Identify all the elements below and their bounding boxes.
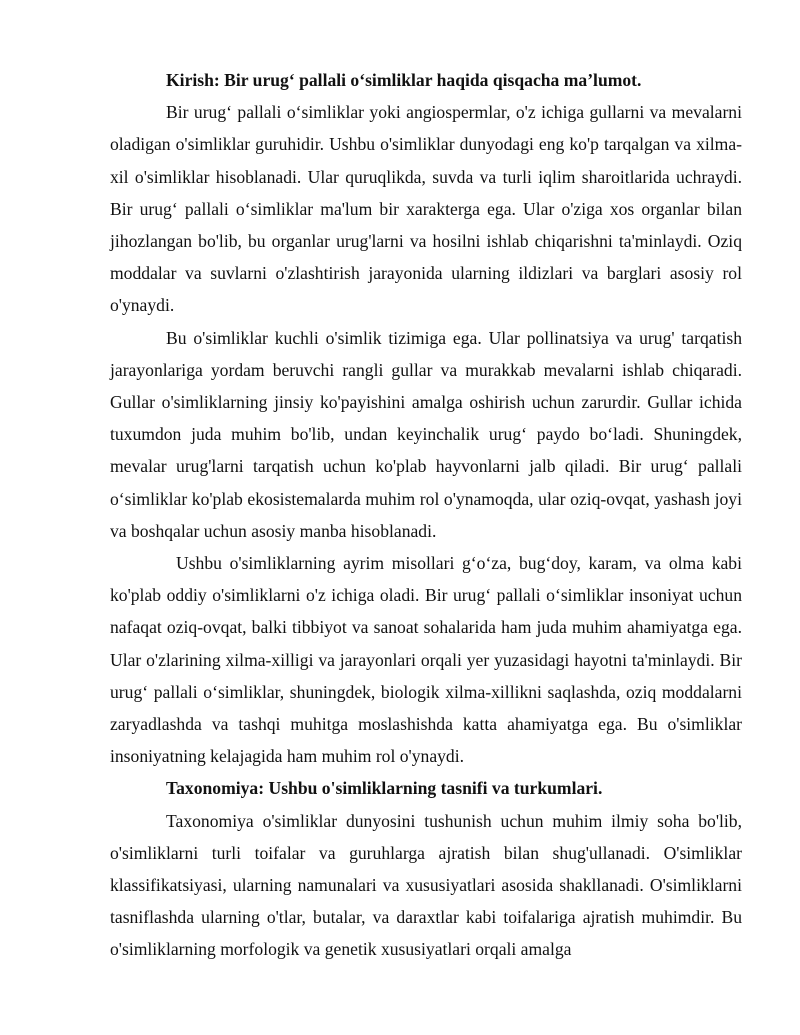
paragraph-2: Bu o'simliklar kuchli o'simlik tizimiga ega. Ular pollinatsiya va urug' tarqatish jarayonlariga yordam beruvchi rangli gullar va murakkab mevalarni ishlab chiqaradi. Gullar o'simliklarning jinsiy ko'payishini amalga oshirish uchun zarurdir. Gullar ichida tuxumdon juda muhim bo'lib, undan keyinchalik urug‘ paydo bo‘ladi. Shuningdek, mevalar urug'larni tarqatish uchun ko'plab hayvonlarni jalb qiladi. Bir urug‘ pallali o‘simliklar ko'plab ekosistemalarda muhim rol o'ynamoqda, ular oziq-ovqat, yashash joyi va boshqalar uchun asosiy manba hisoblanadi. <box>110 327 742 541</box>
section-heading-taxonomy: Taxonomiya: Ushbu o'simliklarning tasnifi va turkumlari. <box>166 778 603 799</box>
paragraph-3: Ushbu o'simliklarning ayrim misollari g‘o‘za, bug‘doy, karam, va olma kabi ko'plab oddiy o'simliklarni o'z ichiga oladi. Bir urug‘ pallali o‘simliklar insoniyat uchun nafaqat oziq-ovqat, balki tibbiyot va sanoat sohalarida ham juda muhim ahamiyatga ega. Ular o'zlarining xilma-xilligi va jarayonlari orqali yer yuzasidagi hayotni ta'minlaydi. Bir urug‘ pallali o‘simliklar, shuningdek, biologik xilma-xillikni saqlashda, oziq moddalarni zaryadlashda va tashqi muhitga moslashishda katta ahamiyatga ega. Bu o'simliklar insoniyatning kelajagida ham muhim rol o'ynaydi. <box>110 553 742 767</box>
paragraph-1: Bir urug‘ pallali o‘simliklar yoki angiospermlar, o'z ichiga gullarni va mevalarni oladigan o'simliklar guruhidir. Ushbu o'simliklar dunyodagi eng ko'p tarqalgan va xilma-xil o'simliklar hisoblanadi. Ular quruqlikda, suvda va turli iqlim sharoitlarida uchraydi. Bir urug‘ pallali o‘simliklar ma'lum bir xarakterga ega. Ular o'ziga xos organlar bilan jihozlangan bo'lib, bu organlar urug'larni va hosilni ishlab chiqarishni ta'minlaydi. Oziq moddalar va suvlarni o'zlashtirish jarayonida ularning ildizlari va barglari asosiy rol o'ynaydi. <box>110 102 742 316</box>
paragraph-4: Taxonomiya o'simliklar dunyosini tushunish uchun muhim ilmiy soha bo'lib, o'simliklarni turli toifalar va guruhlarga ajratish bilan shug'ullanadi. O'simliklar klassifikatsiyasi, ularning namunalari va xususiyatlari asosida shakllanadi. O'simliklarni tasniflashda ularning o'tlar, butalar, va daraxtlar kabi toifalariga ajratish muhimdir. Bu o'simliklarning morfologik va genetik xususiyatlari orqali amalga <box>110 810 742 960</box>
document-page <box>110 64 742 966</box>
section-heading-introduction: Kirish: Bir urug‘ pallali o‘simliklar haqida qisqacha ma’lumot. <box>166 70 642 90</box>
